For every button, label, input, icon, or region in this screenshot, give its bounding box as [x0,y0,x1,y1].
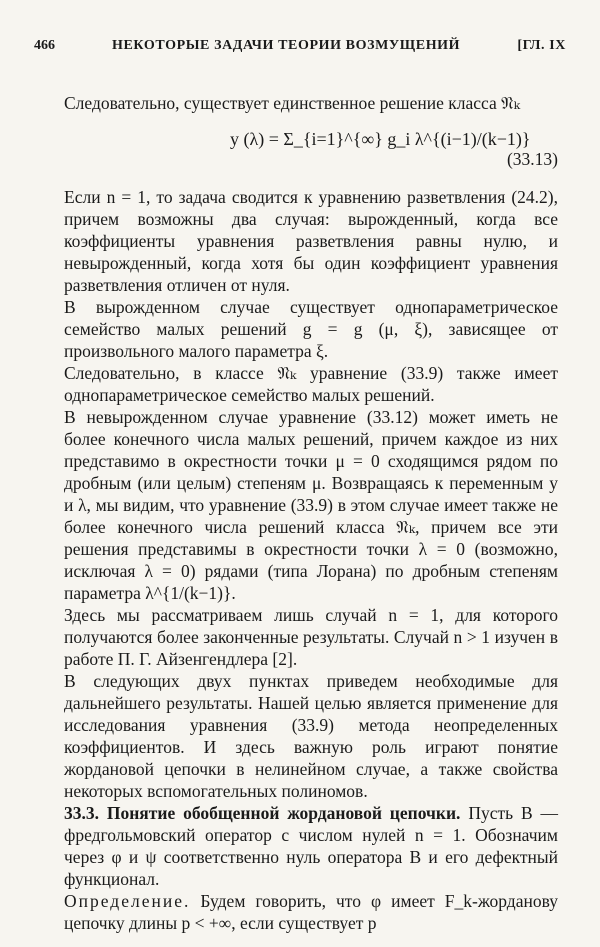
chapter-label: [ГЛ. IX [517,38,566,53]
section-text: Пусть B — фредгольмовский оператор с числом нулей n = 1. Обозначим через φ и ψ соответственно нуль оператора B и его дефектный функционал. [64,803,558,889]
paragraph-4: Следовательно, в классе 𝔑ₖ уравнение (33.9) также имеет однопараметрическое семейство малых решений. [64,363,558,405]
running-header [34,38,566,58]
section-heading: 33.3. Понятие обобщенной жордановой цепочки. [64,803,461,823]
page-number: 466 [34,38,55,53]
paragraph-7: В следующих двух пунктах приведем необходимые для дальнейшего результаты. Нашей целью является применение для исследования уравнения (33.9) метода неопределенных коэффициентов. И здесь важную роль играют понятие жордановой цепочки в нелинейном случае, а также свойства некоторых вспомогательных полиномов. [64,671,558,801]
equation-formula: y (λ) = Σ_{i=1}^{∞} g_i λ^{(i−1)/(k−1)} [230,129,531,149]
definition-text: Будем говорить, что φ имеет F_k-жорданову цепочку длины p < +∞, если существует p [64,891,558,933]
section-paragraph [64,802,558,890]
paragraph-3: В вырожденном случае существует однопараметрическое семейство малых решений g = g (μ, ξ), зависящее от произвольного малого параметра ξ. [64,297,558,361]
paragraph-6: Здесь мы рассматриваем лишь случай n = 1, для которого получаются более законченные результаты. Случай n > 1 изучен в работе П. Г. Айзенгендлера [2]. [64,605,558,669]
paragraph-5: В невырожденном случае уравнение (33.12) может иметь не более конечного числа малых решений, причем каждое из них представимо в окрестности точки μ = 0 сходящимся рядом по дробным (или целым) степеням μ. Возвращаясь к переменным y и λ, мы видим, что уравнение (33.9) в этом случае имеет также не более конечного числа решений класса 𝔑ₖ, причем все эти решения представимы в окрестности точки λ = 0 (возможно, исключая λ = 0) рядами (типа Лорана) по дробным степеням параметра λ^{1/(k−1)}. [64,407,558,603]
running-title: НЕКОТОРЫЕ ЗАДАЧИ ТЕОРИИ ВОЗМУЩЕНИЙ [112,38,461,53]
paragraph-2: Если n = 1, то задача сводится к уравнению разветвления (24.2), причем возможны два случая: вырожденный, когда все коэффициенты уравнения разветвления равны нулю, и невырожденный, когда хотя бы один коэффициент уравнения разветвления отличен от нуля. [64,187,558,295]
equation-33-13 [64,114,558,186]
paragraph-1: Следовательно, существует единственное решение класса 𝔑ₖ [64,93,520,113]
page-body [64,92,558,934]
definition-label: Определение. [64,891,191,911]
equation-number: (33.13) [506,149,558,169]
definition-paragraph [64,890,558,934]
